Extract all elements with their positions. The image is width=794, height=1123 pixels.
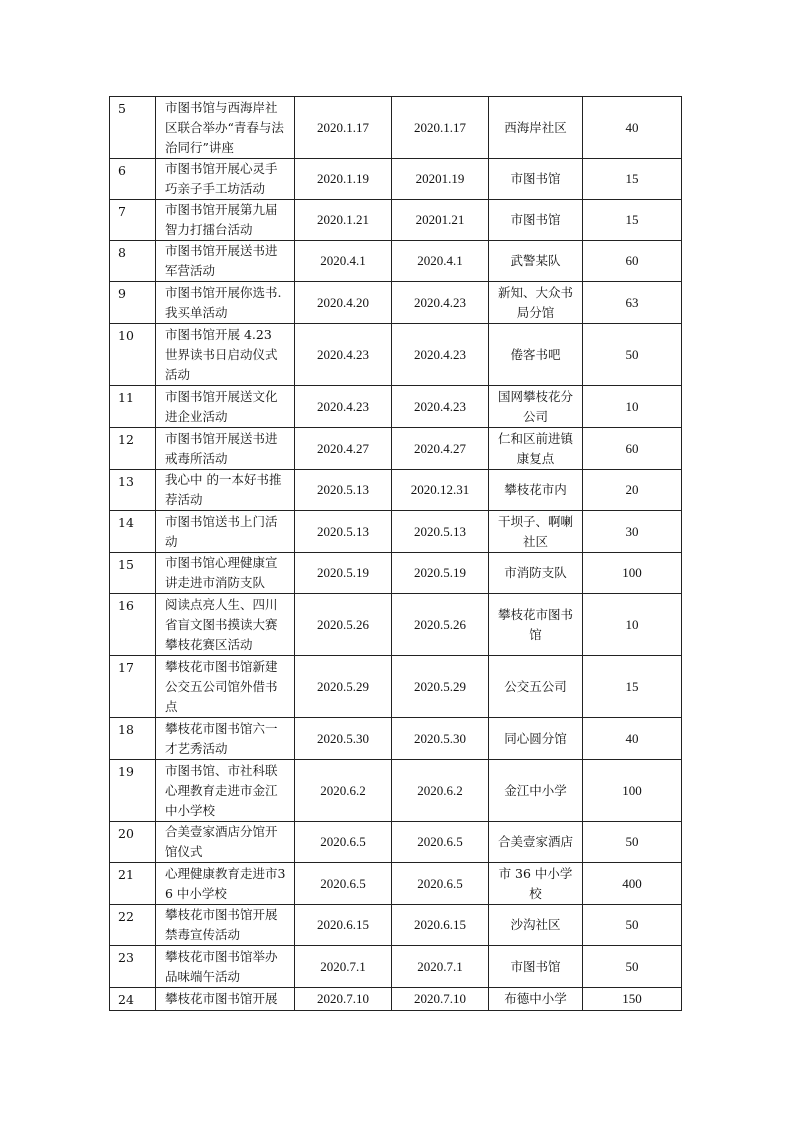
location-cell: 仁和区前进镇康复点 (489, 428, 583, 470)
location-cell: 市图书馆 (489, 200, 583, 241)
start-date-cell: 2020.4.27 (295, 428, 392, 470)
activity-name-cell: 阅读点亮人生、四川省盲文图书摸读大赛攀枝花赛区活动 (156, 594, 295, 656)
location-cell: 布德中小学 (489, 988, 583, 1011)
activity-name-cell: 攀枝花市图书馆举办品味端午活动 (156, 946, 295, 988)
location-cell: 攀枝花市图书馆 (489, 594, 583, 656)
end-date-cell: 2020.4.23 (392, 324, 489, 386)
start-date-cell: 2020.5.13 (295, 470, 392, 511)
activity-name-cell: 市图书馆心理健康宣讲走进市消防支队 (156, 553, 295, 594)
activity-name-cell: 市图书馆开展送书进军营活动 (156, 241, 295, 282)
participant-count-cell: 15 (583, 200, 682, 241)
location-cell: 同心圆分馆 (489, 718, 583, 760)
table-row (110, 863, 682, 905)
table-row (110, 905, 682, 946)
row-number-cell: 23 (110, 946, 156, 988)
start-date-cell: 2020.5.26 (295, 594, 392, 656)
table-row (110, 282, 682, 324)
participant-count-cell: 50 (583, 905, 682, 946)
row-number-cell: 22 (110, 905, 156, 946)
activity-name-cell: 攀枝花市图书馆开展禁毒宣传活动 (156, 905, 295, 946)
location-cell: 合美壹家酒店 (489, 822, 583, 863)
row-number-cell: 6 (110, 159, 156, 200)
end-date-cell: 2020.4.23 (392, 282, 489, 324)
location-cell: 市消防支队 (489, 553, 583, 594)
end-date-cell: 2020.1.17 (392, 97, 489, 159)
participant-count-cell: 63 (583, 282, 682, 324)
activity-name-cell: 市图书馆开展你选书.我买单活动 (156, 282, 295, 324)
activity-name-cell: 市图书馆、市社科联心理教育走进市金江中小学校 (156, 760, 295, 822)
row-number-cell: 5 (110, 97, 156, 159)
end-date-cell: 2020.4.1 (392, 241, 489, 282)
end-date-cell: 2020.6.15 (392, 905, 489, 946)
end-date-cell: 2020.5.26 (392, 594, 489, 656)
activity-table (109, 96, 682, 1011)
start-date-cell: 2020.6.5 (295, 822, 392, 863)
table-row (110, 822, 682, 863)
activity-name-cell: 我心中 的一本好书推荐活动 (156, 470, 295, 511)
start-date-cell: 2020.5.29 (295, 656, 392, 718)
start-date-cell: 2020.5.13 (295, 511, 392, 553)
row-number-cell: 12 (110, 428, 156, 470)
table-row (110, 946, 682, 988)
location-cell: 国网攀枝花分公司 (489, 386, 583, 428)
activity-name-cell: 市图书馆送书上门活动 (156, 511, 295, 553)
end-date-cell: 2020.4.27 (392, 428, 489, 470)
activity-table-body (110, 97, 682, 1011)
activity-name-cell: 市图书馆开展第九届智力打擂台活动 (156, 200, 295, 241)
participant-count-cell: 60 (583, 428, 682, 470)
row-number-cell: 20 (110, 822, 156, 863)
start-date-cell: 2020.5.30 (295, 718, 392, 760)
end-date-cell: 2020.5.30 (392, 718, 489, 760)
activity-name-cell: 市图书馆开展 4.23 世界读书日启动仪式活动 (156, 324, 295, 386)
participant-count-cell: 150 (583, 988, 682, 1011)
row-number-cell: 17 (110, 656, 156, 718)
end-date-cell: 2020.7.1 (392, 946, 489, 988)
activity-name-cell: 市图书馆开展送文化进企业活动 (156, 386, 295, 428)
end-date-cell: 20201.19 (392, 159, 489, 200)
table-row (110, 988, 682, 1011)
participant-count-cell: 400 (583, 863, 682, 905)
row-number-cell: 11 (110, 386, 156, 428)
participant-count-cell: 100 (583, 553, 682, 594)
start-date-cell: 2020.4.1 (295, 241, 392, 282)
start-date-cell: 2020.5.19 (295, 553, 392, 594)
table-row (110, 428, 682, 470)
participant-count-cell: 15 (583, 656, 682, 718)
participant-count-cell: 40 (583, 97, 682, 159)
location-cell: 市图书馆 (489, 159, 583, 200)
start-date-cell: 2020.7.1 (295, 946, 392, 988)
participant-count-cell: 15 (583, 159, 682, 200)
participant-count-cell: 50 (583, 822, 682, 863)
start-date-cell: 2020.4.23 (295, 324, 392, 386)
participant-count-cell: 10 (583, 386, 682, 428)
activity-name-cell: 合美壹家酒店分馆开馆仪式 (156, 822, 295, 863)
table-row (110, 760, 682, 822)
location-cell: 公交五公司 (489, 656, 583, 718)
row-number-cell: 18 (110, 718, 156, 760)
start-date-cell: 2020.1.19 (295, 159, 392, 200)
row-number-cell: 7 (110, 200, 156, 241)
participant-count-cell: 20 (583, 470, 682, 511)
activity-name-cell: 攀枝花市图书馆新建公交五公司馆外借书点 (156, 656, 295, 718)
table-row (110, 159, 682, 200)
participant-count-cell: 50 (583, 324, 682, 386)
activity-name-cell: 攀枝花市图书馆六一才艺秀活动 (156, 718, 295, 760)
participant-count-cell: 10 (583, 594, 682, 656)
row-number-cell: 9 (110, 282, 156, 324)
location-cell: 市 36 中小学校 (489, 863, 583, 905)
location-cell: 沙沟社区 (489, 905, 583, 946)
end-date-cell: 2020.4.23 (392, 386, 489, 428)
table-row (110, 470, 682, 511)
end-date-cell: 2020.5.19 (392, 553, 489, 594)
activity-name-cell: 市图书馆与西海岸社区联合举办“青春与法治同行”讲座 (156, 97, 295, 159)
participant-count-cell: 30 (583, 511, 682, 553)
participant-count-cell: 40 (583, 718, 682, 760)
start-date-cell: 2020.6.15 (295, 905, 392, 946)
row-number-cell: 21 (110, 863, 156, 905)
location-cell: 倦客书吧 (489, 324, 583, 386)
location-cell: 市图书馆 (489, 946, 583, 988)
location-cell: 新知、大众书局分馆 (489, 282, 583, 324)
participant-count-cell: 60 (583, 241, 682, 282)
table-row (110, 553, 682, 594)
participant-count-cell: 100 (583, 760, 682, 822)
end-date-cell: 2020.5.13 (392, 511, 489, 553)
table-row (110, 97, 682, 159)
start-date-cell: 2020.7.10 (295, 988, 392, 1011)
start-date-cell: 2020.4.20 (295, 282, 392, 324)
table-row (110, 241, 682, 282)
table-row (110, 656, 682, 718)
row-number-cell: 16 (110, 594, 156, 656)
location-cell: 干坝子、啊喇社区 (489, 511, 583, 553)
start-date-cell: 2020.6.5 (295, 863, 392, 905)
activity-name-cell: 市图书馆开展心灵手巧亲子手工坊活动 (156, 159, 295, 200)
end-date-cell: 2020.6.5 (392, 863, 489, 905)
end-date-cell: 2020.6.5 (392, 822, 489, 863)
participant-count-cell: 50 (583, 946, 682, 988)
table-row (110, 324, 682, 386)
row-number-cell: 24 (110, 988, 156, 1011)
end-date-cell: 2020.12.31 (392, 470, 489, 511)
row-number-cell: 19 (110, 760, 156, 822)
row-number-cell: 10 (110, 324, 156, 386)
table-row (110, 200, 682, 241)
start-date-cell: 2020.1.21 (295, 200, 392, 241)
activity-name-cell: 攀枝花市图书馆开展 (156, 988, 295, 1011)
location-cell: 西海岸社区 (489, 97, 583, 159)
activity-name-cell: 市图书馆开展送书进戒毒所活动 (156, 428, 295, 470)
row-number-cell: 13 (110, 470, 156, 511)
activity-name-cell: 心理健康教育走进市36 中小学校 (156, 863, 295, 905)
end-date-cell: 2020.6.2 (392, 760, 489, 822)
end-date-cell: 20201.21 (392, 200, 489, 241)
table-row (110, 511, 682, 553)
table-row (110, 594, 682, 656)
end-date-cell: 2020.7.10 (392, 988, 489, 1011)
row-number-cell: 8 (110, 241, 156, 282)
start-date-cell: 2020.6.2 (295, 760, 392, 822)
table-row (110, 386, 682, 428)
location-cell: 武警某队 (489, 241, 583, 282)
end-date-cell: 2020.5.29 (392, 656, 489, 718)
location-cell: 攀枝花市内 (489, 470, 583, 511)
row-number-cell: 15 (110, 553, 156, 594)
start-date-cell: 2020.1.17 (295, 97, 392, 159)
start-date-cell: 2020.4.23 (295, 386, 392, 428)
table-row (110, 718, 682, 760)
row-number-cell: 14 (110, 511, 156, 553)
location-cell: 金江中小学 (489, 760, 583, 822)
